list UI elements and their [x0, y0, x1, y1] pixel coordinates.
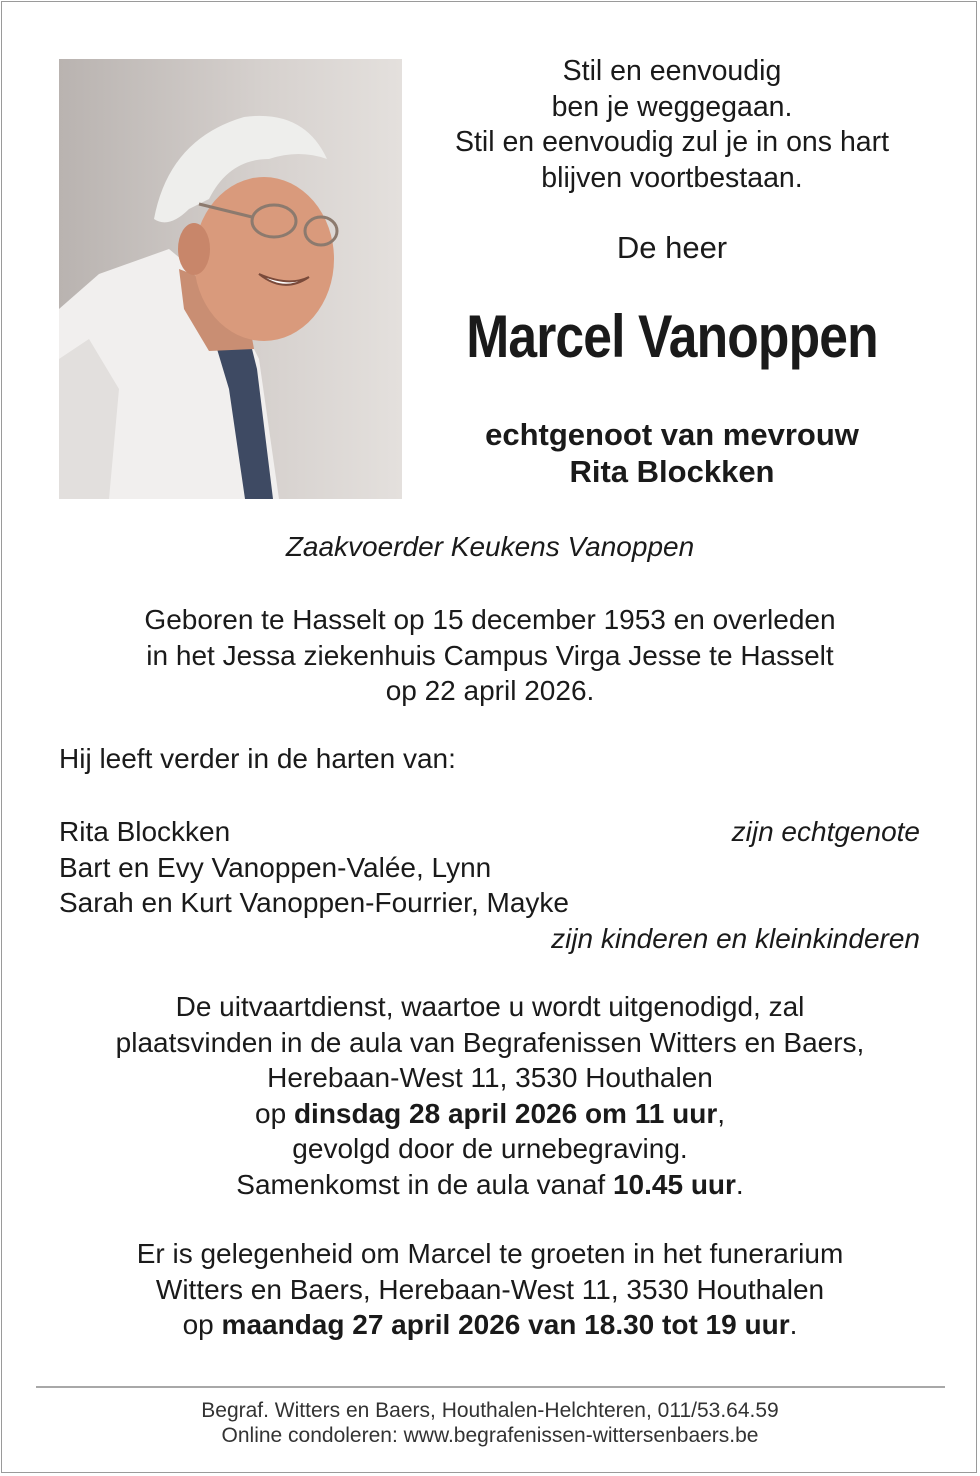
service-date: dinsdag 28 april 2026 om 11 uur [293, 1097, 718, 1129]
list-item [59, 814, 920, 850]
visitation-info [0, 1236, 980, 1343]
occupation: Zaakvoerder Keukens Vanoppen [285, 531, 695, 562]
poem-line: ben je weggegaan. [551, 90, 793, 123]
divider [36, 1386, 945, 1388]
gathering-time: 10.45 uur [612, 1168, 736, 1200]
death-place-line: in het Jessa ziekenhuis Campus Virga Jesse te Hasselt [146, 639, 834, 671]
service-line: gevolgd door de urnebegraving. [292, 1133, 688, 1164]
gathering-line [0, 1167, 980, 1203]
survivor-relation: zijn kinderen en kleinkinderen [551, 922, 920, 954]
list-item: Bart en Evy Vanoppen-Valée, Lynn [59, 851, 492, 883]
footer [0, 1398, 980, 1448]
spouse-block [422, 416, 922, 490]
service-date-line [0, 1096, 980, 1132]
service-line: De uitvaartdienst, waartoe u wordt uitgenodigd, zal [175, 991, 805, 1022]
visitation-address: Witters en Baers, Herebaan-West 11, 3530 Houthalen [155, 1273, 825, 1305]
visitation-date: maandag 27 april 2026 van 18.30 tot 19 uur [221, 1309, 790, 1340]
poem-line: Stil en eenvoudig [562, 55, 782, 87]
death-date-line: op 22 april 2026. [385, 675, 595, 706]
survivor-relation: zijn echtgenote [731, 816, 920, 847]
funeral-service-info [0, 989, 980, 1202]
funeral-home-contact: Begraf. Witters en Baers, Houthalen-Helchteren, 011/53.64.59 [201, 1399, 779, 1422]
memorial-poem [422, 54, 922, 196]
survivors-list [59, 814, 920, 956]
list-item: Sarah en Kurt Vanoppen-Fourrier, Mayke [59, 887, 569, 918]
poem-line: Stil en eenvoudig zul je in ons hart [454, 126, 890, 158]
deceased-name: Marcel Vanoppen [466, 303, 878, 370]
birth-line: Geboren te Hasselt op 15 december 1953 en overleden [144, 604, 836, 635]
spouse-line: echtgenoot van mevrouw [485, 417, 859, 452]
visitation-date-prefix: op [182, 1309, 222, 1340]
service-date-suffix: , [717, 1097, 725, 1129]
portrait-photo [59, 59, 402, 499]
gathering-prefix: Samenkomst in de aula vanaf [236, 1168, 613, 1200]
honorific: De heer [616, 230, 728, 265]
visitation-date-suffix: . [789, 1309, 798, 1340]
spouse-name: Rita Blockken [569, 454, 775, 489]
service-date-prefix: op [255, 1097, 294, 1129]
visitation-date-line [0, 1307, 980, 1343]
poem-line: blijven voortbestaan. [541, 161, 803, 194]
visitation-line: Er is gelegenheid om Marcel te groeten in het funerarium [136, 1238, 844, 1269]
survivors-intro: Hij leeft verder in de harten van: [59, 743, 456, 774]
condolence-link[interactable]: Online condoleren: www.begrafenissen-wittersenbaers.be [221, 1424, 759, 1447]
gathering-suffix: . [735, 1168, 744, 1200]
birth-death-info [0, 602, 980, 709]
service-line: plaatsvinden in de aula van Begrafenissen Witters en Baers, [115, 1026, 865, 1058]
survivor-name: Rita Blockken [59, 816, 231, 847]
service-address: Herebaan-West 11, 3530 Houthalen [267, 1062, 713, 1093]
